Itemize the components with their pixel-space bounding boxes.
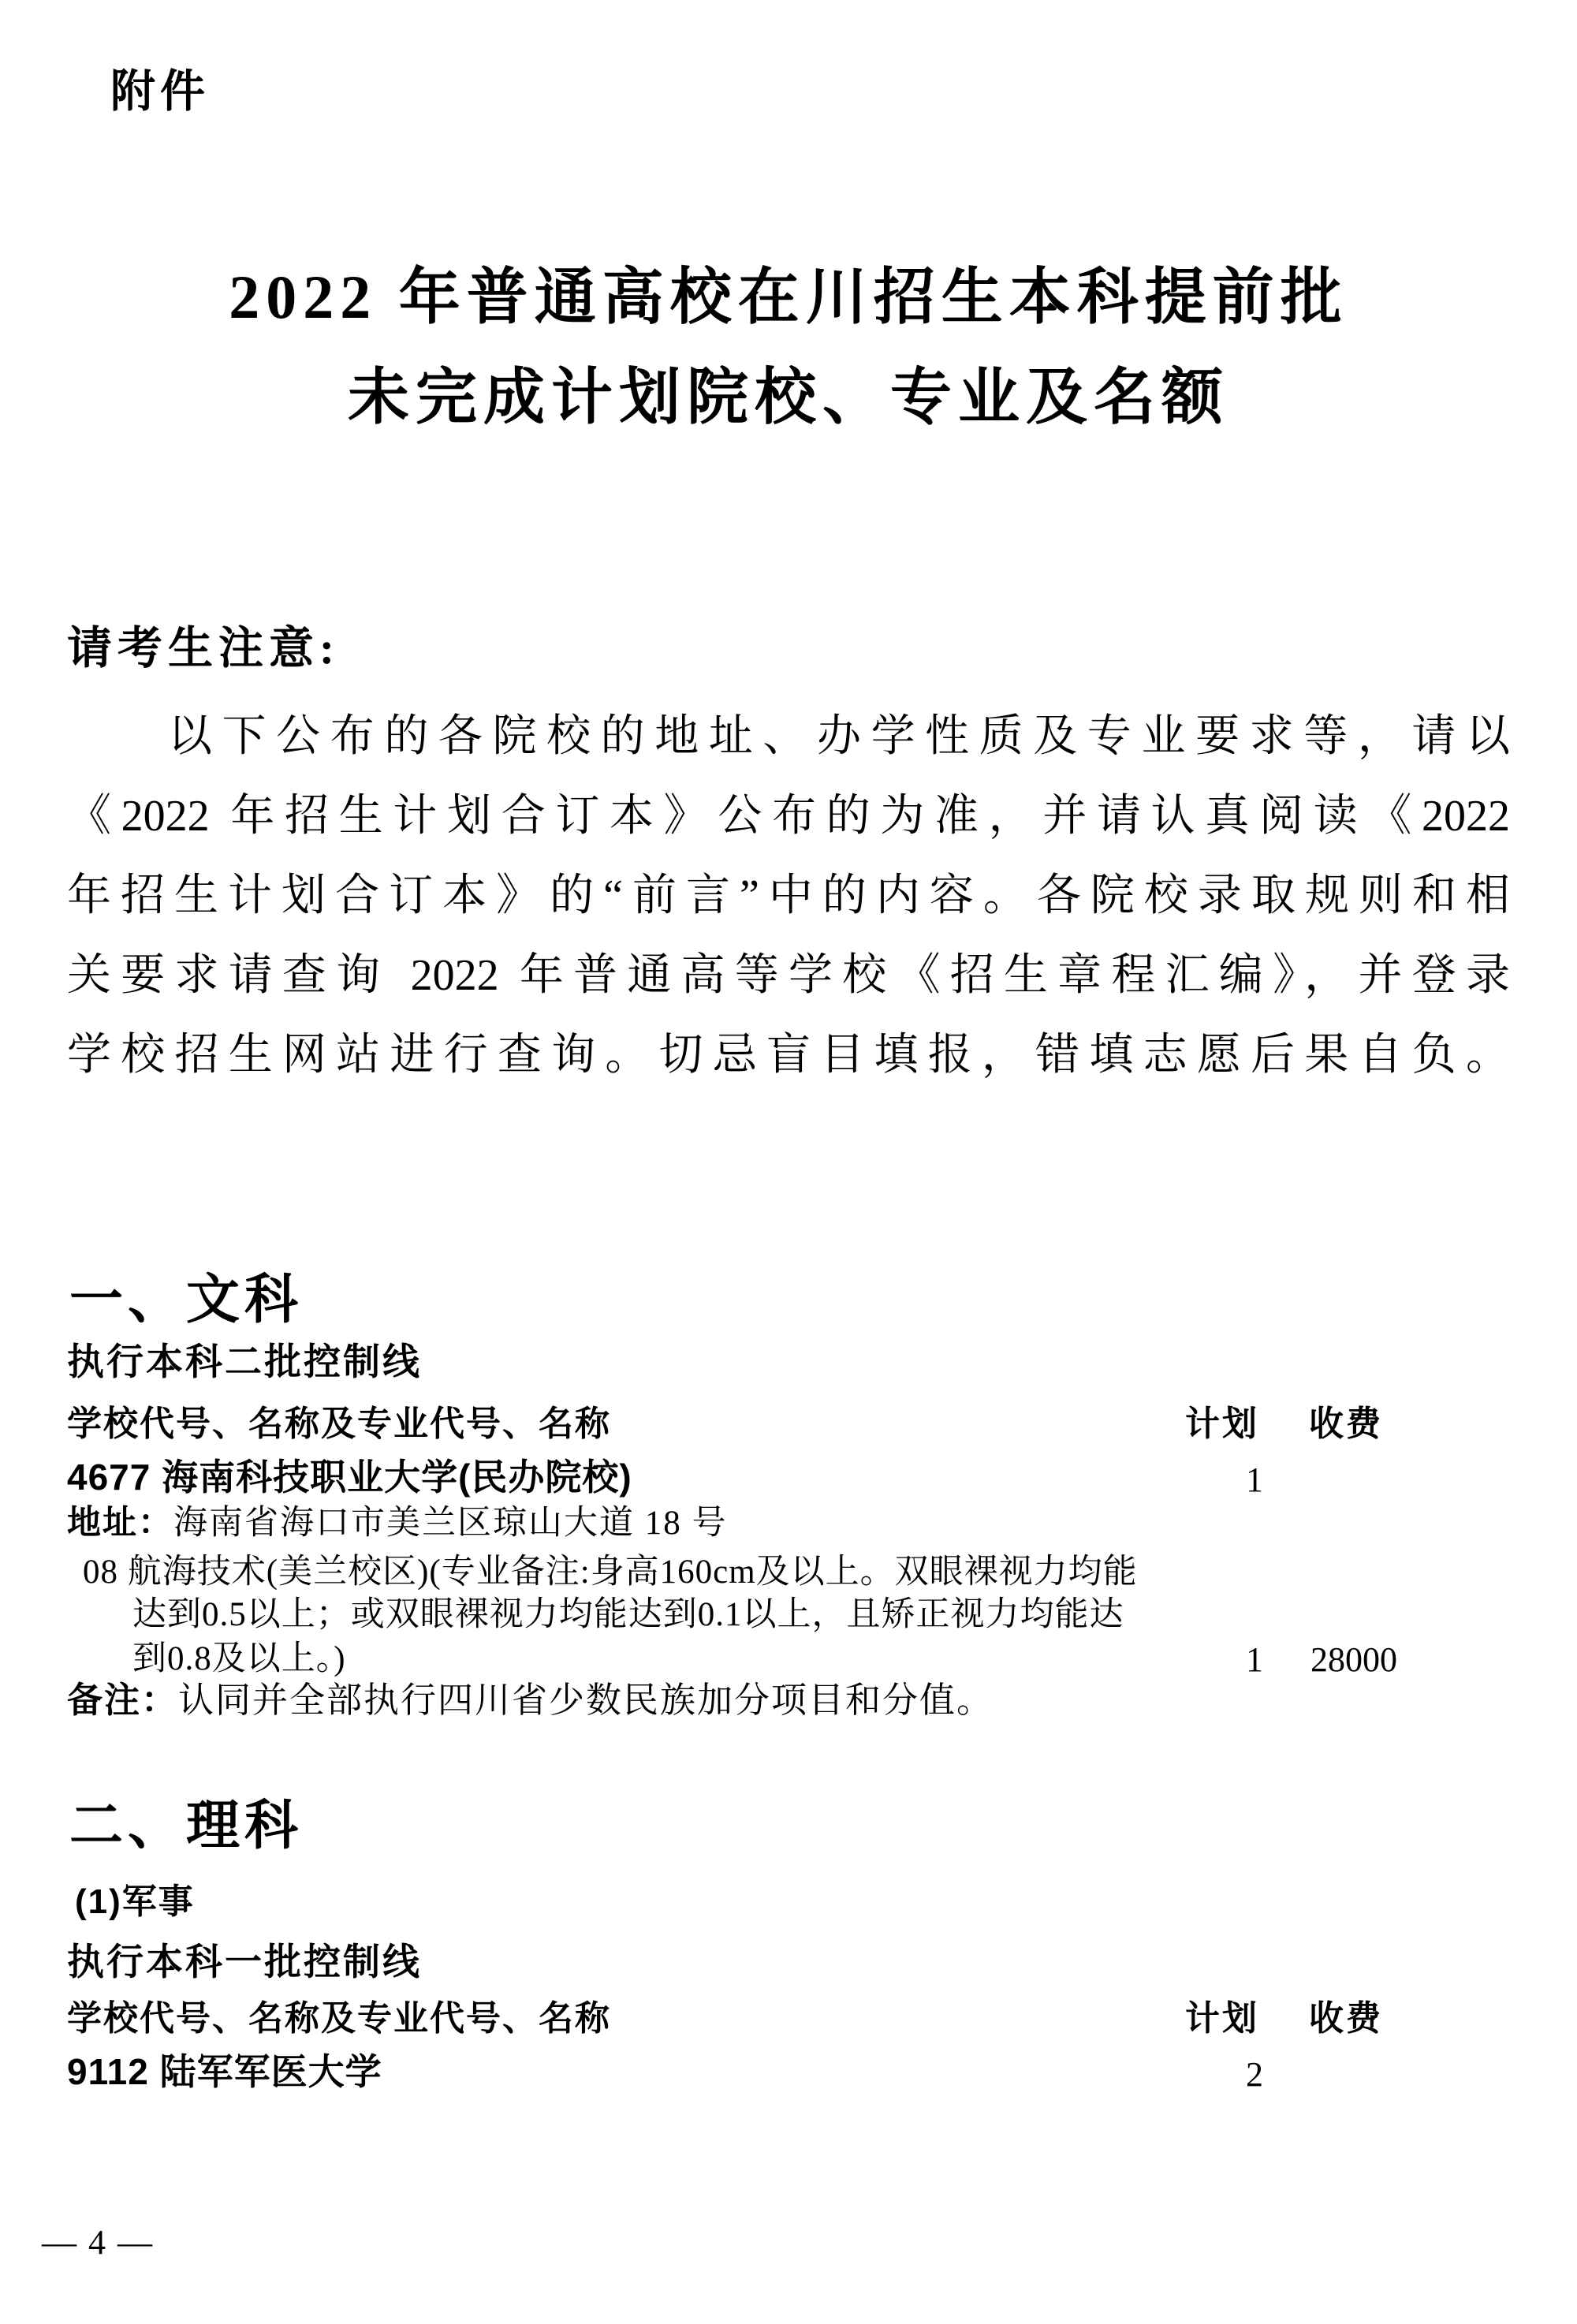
school-row-9112-plan-value: 2 — [1246, 2055, 1263, 2094]
major-note-line: 08 航海技术(美兰校区)(专业备注:身高160cm及以上。双眼裸视力均能 — [83, 1554, 1138, 1591]
school-row-4677: 4677 海南科技职业大学(民办院校) — [67, 1457, 632, 1498]
address-label: 地址： — [67, 1504, 173, 1542]
school-row-4677-plan-value: 1 — [1246, 1460, 1263, 1499]
remark-label: 备注： — [67, 1680, 179, 1720]
address-row — [67, 1506, 728, 1540]
notice-heading: 请考生注意: — [67, 624, 340, 673]
document-title-line1: 2022 年普通高校在川招生本科提前批 — [229, 263, 1348, 331]
table1-header-plan: 计划 — [1185, 1404, 1259, 1443]
document-title-line2: 未完成计划院校、专业及名额 — [347, 363, 1229, 431]
address-value: 海南省海口市美兰区琼山大道 18 号 — [173, 1505, 728, 1542]
page-number: — 4 — — [42, 2223, 154, 2262]
remark-value: 认同并全部执行四川省少数民族加分项目和分值。 — [178, 1681, 994, 1720]
notice-line: 学校招生网站进行查询。切忌盲目填报，错填志愿后果自负。 — [67, 1031, 1510, 1080]
notice-line: 关要求请查询 2022 年普通高等学校《招生章程汇编》，并登录 — [67, 951, 1510, 1000]
notice-line: 年招生计划合订本》的“前言”中的内容。各院校录取规则和相 — [67, 871, 1510, 920]
notice-line: 以下公布的各院校的地址、办学性质及专业要求等，请以 — [168, 712, 1510, 761]
table1-header-school: 学校代号、名称及专业代号、名称 — [67, 1404, 611, 1443]
section-wenke-control-line: 执行本科二批控制线 — [67, 1341, 422, 1382]
section-like-subheading-military: (1)军事 — [75, 1882, 195, 1921]
section-like-control-line: 执行本科一批控制线 — [67, 1941, 422, 1983]
major-plan-value: 1 — [1246, 1640, 1263, 1679]
section-like-heading: 二、理科 — [69, 1796, 304, 1856]
school-row-9112: 9112 陆军军医大学 — [67, 2051, 382, 2092]
table2-header-plan: 计划 — [1185, 1999, 1259, 2038]
major-fee-value: 28000 — [1310, 1640, 1397, 1679]
table2-header-fee: 收费 — [1309, 1999, 1383, 2038]
notice-line: 《2022 年招生计划合订本》公布的为准，并请认真阅读《2022 — [67, 792, 1510, 841]
notice-paragraph — [67, 697, 1510, 1095]
table2-header-school: 学校代号、名称及专业代号、名称 — [67, 1999, 611, 2038]
section-wenke-heading: 一、文科 — [69, 1270, 304, 1330]
major-note-line: 到0.8及以上。) — [132, 1640, 346, 1677]
remark-row — [67, 1682, 994, 1718]
attachment-label: 附件 — [110, 66, 210, 117]
major-note-line: 达到0.5以上；或双眼裸视力均能达到0.1以上，且矫正视力均能达 — [132, 1596, 1124, 1633]
table1-header-fee: 收费 — [1309, 1404, 1383, 1443]
